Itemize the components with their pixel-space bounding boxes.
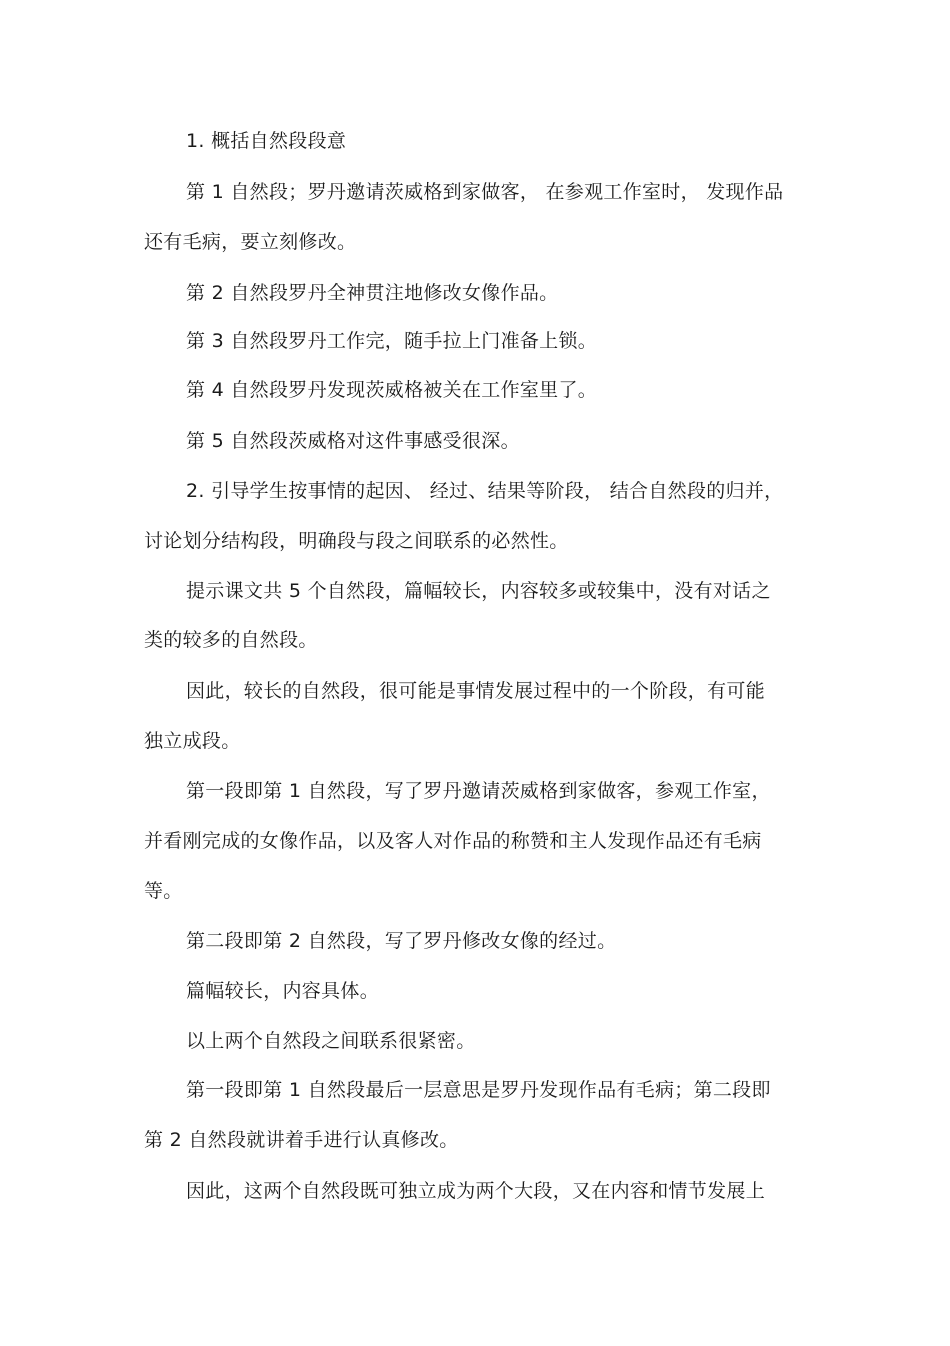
paragraph-line: 类的较多的自然段。	[144, 629, 318, 651]
paragraph-line: 因此，这两个自然段既可独立成为两个大段，又在内容和情节发展上	[186, 1180, 766, 1202]
paragraph-line: 第 4 自然段罗丹发现茨威格被关在工作室里了。	[186, 379, 598, 401]
paragraph-line: 第 5 自然段茨威格对这件事感受很深。	[186, 430, 520, 452]
paragraph-line: 讨论划分结构段，明确段与段之间联系的必然性。	[144, 530, 569, 552]
paragraph-line: 并看刚完成的女像作品，以及客人对作品的称赞和主人发现作品还有毛病	[144, 830, 762, 852]
paragraph-line: 第 3 自然段罗丹工作完，随手拉上门准备上锁。	[186, 330, 598, 352]
paragraph-line: 第 1 自然段；罗丹邀请茨威格到家做客， 在参观工作室时， 发现作品	[186, 181, 784, 203]
paragraph-line: 还有毛病，要立刻修改。	[144, 231, 357, 253]
paragraph-line: 第一段即第 1 自然段最后一层意思是罗丹发现作品有毛病；第二段即	[186, 1079, 771, 1101]
paragraph-line: 篇幅较长，内容具体。	[186, 980, 380, 1002]
section-heading-2: 2. 引导学生按事情的起因、 经过、结果等阶段， 结合自然段的归并，	[186, 480, 784, 502]
paragraph-line: 第二段即第 2 自然段，写了罗丹修改女像的经过。	[186, 930, 617, 952]
paragraph-line: 第 2 自然段就讲着手进行认真修改。	[144, 1129, 459, 1151]
paragraph-line: 第一段即第 1 自然段，写了罗丹邀请茨威格到家做客，参观工作室，	[186, 780, 771, 802]
section-heading-1: 1. 概括自然段段意	[186, 130, 347, 152]
paragraph-line: 提示课文共 5 个自然段，篇幅较长，内容较多或较集中，没有对话之	[186, 580, 771, 602]
paragraph-line: 第 2 自然段罗丹全神贯注地修改女像作品。	[186, 282, 559, 304]
paragraph-line: 等。	[144, 880, 183, 902]
paragraph-line: 因此，较长的自然段，很可能是事情发展过程中的一个阶段，有可能	[186, 680, 766, 702]
paragraph-line: 以上两个自然段之间联系很紧密。	[186, 1030, 476, 1052]
paragraph-line: 独立成段。	[144, 730, 241, 752]
